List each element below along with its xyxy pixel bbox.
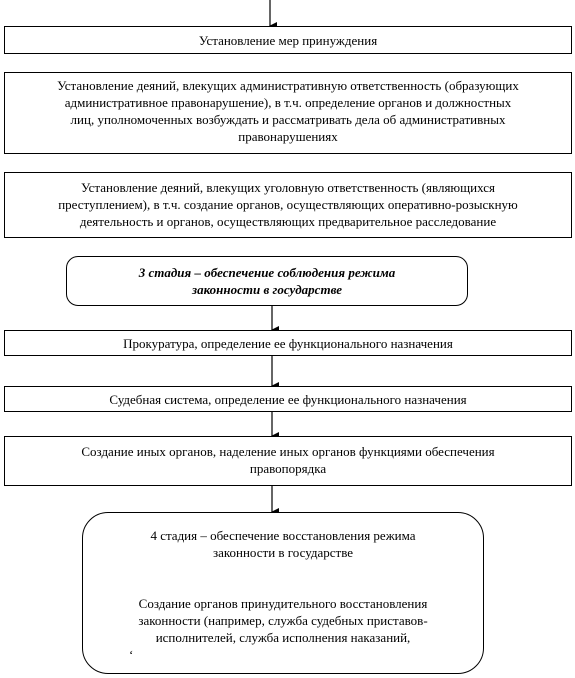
coercion-measures-box	[4, 26, 572, 54]
coercion-line-1: Установление мер принуждения	[198, 33, 378, 48]
stage4-line-5: Создание органов принудительного восстановления	[138, 596, 428, 611]
admin-line-3: лиц, уполномоченных возбуждать и рассматривать дела об административных	[70, 112, 506, 127]
criminal-line-2: преступлением), в т.ч. создание органов, осуществляющих оперативно-розыскную	[58, 197, 518, 212]
criminal-line-3: деятельность и органов, осуществляющих предварительное расследование	[79, 214, 497, 229]
other-line-2: правопорядка	[249, 461, 327, 476]
other-bodies-box	[4, 436, 572, 486]
stage4-spacer-2	[83, 578, 483, 595]
stage-3-box	[66, 256, 468, 306]
admin-line-2: административное правонарушение), в т.ч. определение органов и должностных	[64, 95, 512, 110]
prosecutor-box	[4, 330, 572, 356]
criminal-liability-box	[4, 172, 572, 238]
stage4-line-6: законности (например, служба судебных приставов-	[138, 613, 428, 628]
prosecutor-line-1: Прокуратура, определение ее функционального назначения	[123, 336, 453, 351]
admin-line-1: Установление деяний, влекущих административную ответственность (образующих	[57, 78, 519, 93]
judicial-system-box	[4, 386, 572, 412]
stage-4-box	[82, 512, 484, 674]
administrative-liability-box	[4, 72, 572, 154]
stage4-spacer-1	[83, 561, 483, 578]
stage4-line-8: ‘	[129, 647, 134, 662]
other-line-1: Создание иных органов, наделение иных органов функциями обеспечения	[81, 444, 495, 459]
stage4-line-7: исполнителей, служба исполнения наказаний,	[155, 630, 411, 645]
criminal-line-1: Установление деяний, влекущих уголовную ответственность (являющихся	[81, 180, 495, 195]
stage3-line-2: законности в государстве	[192, 282, 342, 297]
admin-line-4: правонарушениях	[238, 129, 338, 144]
stage4-line-1: 4 стадия – обеспечение восстановления режима	[150, 528, 416, 543]
judicial-line-1: Судебная система, определение ее функционального назначения	[109, 392, 467, 407]
stage3-line-1: 3 стадия – обеспечение соблюдения режима	[138, 265, 396, 280]
stage4-line-2: законности в государстве	[212, 545, 354, 560]
